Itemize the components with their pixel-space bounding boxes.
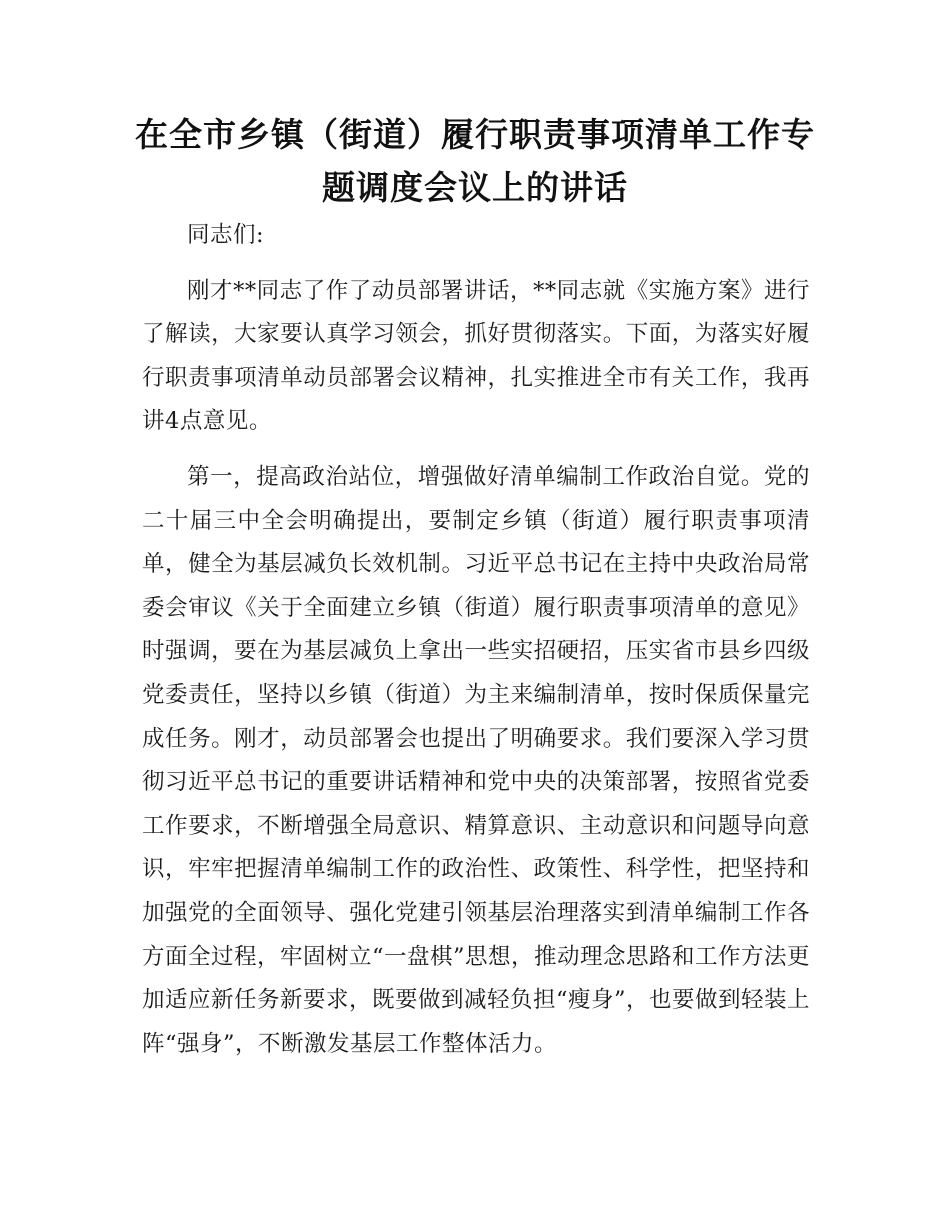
paragraph-first-point: 第一，提高政治站位，增强做好清单编制工作政治自觉。党的二十届三中全会明确提出，要制定乡镇（街道）履行职责事项清单，健全为基层减负长效机制。习近平总书记在主持中央政治局常委会审议《关于全面建立乡镇（街道）履行职责事项清单的意见》时强调，要在为基层减负上拿出一些实招硬招，压实省市县乡四级党委责任，坚持以乡镇（街道）为主来编制清单，按时保质保量完成任务。刚才，动员部署会也提出了明确要求。我们要深入学习贯彻习近平总书记的重要讲话精神和党中央的决策部署，按照省党委工作要求，不断增强全局意识、精算意识、主动意识和问题导向意识，牢牢把握清单编制工作的政治性、政策性、科学性，把坚持和加强党的全面领导、强化党建引领基层治理落实到清单编制工作各方面全过程，牢固树立“一盘棋”思想，推动理念思路和工作方法更加适应新任务新要求，既要做到减轻负担“瘦身”，也要做到轻装上阵“强身”，不断激发基层工作整体活力。 bbox=[142, 463, 811, 1057]
paragraph-intro: 刚才**同志了作了动员部署讲话，**同志就《实施方案》进行了解读，大家要认真学习领会，抓好贯彻落实。下面，为落实好履行职责事项清单动员部署会议精神，扎实推进全市有关工作，我再讲4点意见。 bbox=[142, 277, 810, 435]
salutation: 同志们: bbox=[187, 222, 265, 248]
document-body bbox=[142, 214, 810, 1078]
document-title: 在全市乡镇（街道）履行职责事项清单工作专题调度会议上的讲话 bbox=[135, 115, 815, 207]
